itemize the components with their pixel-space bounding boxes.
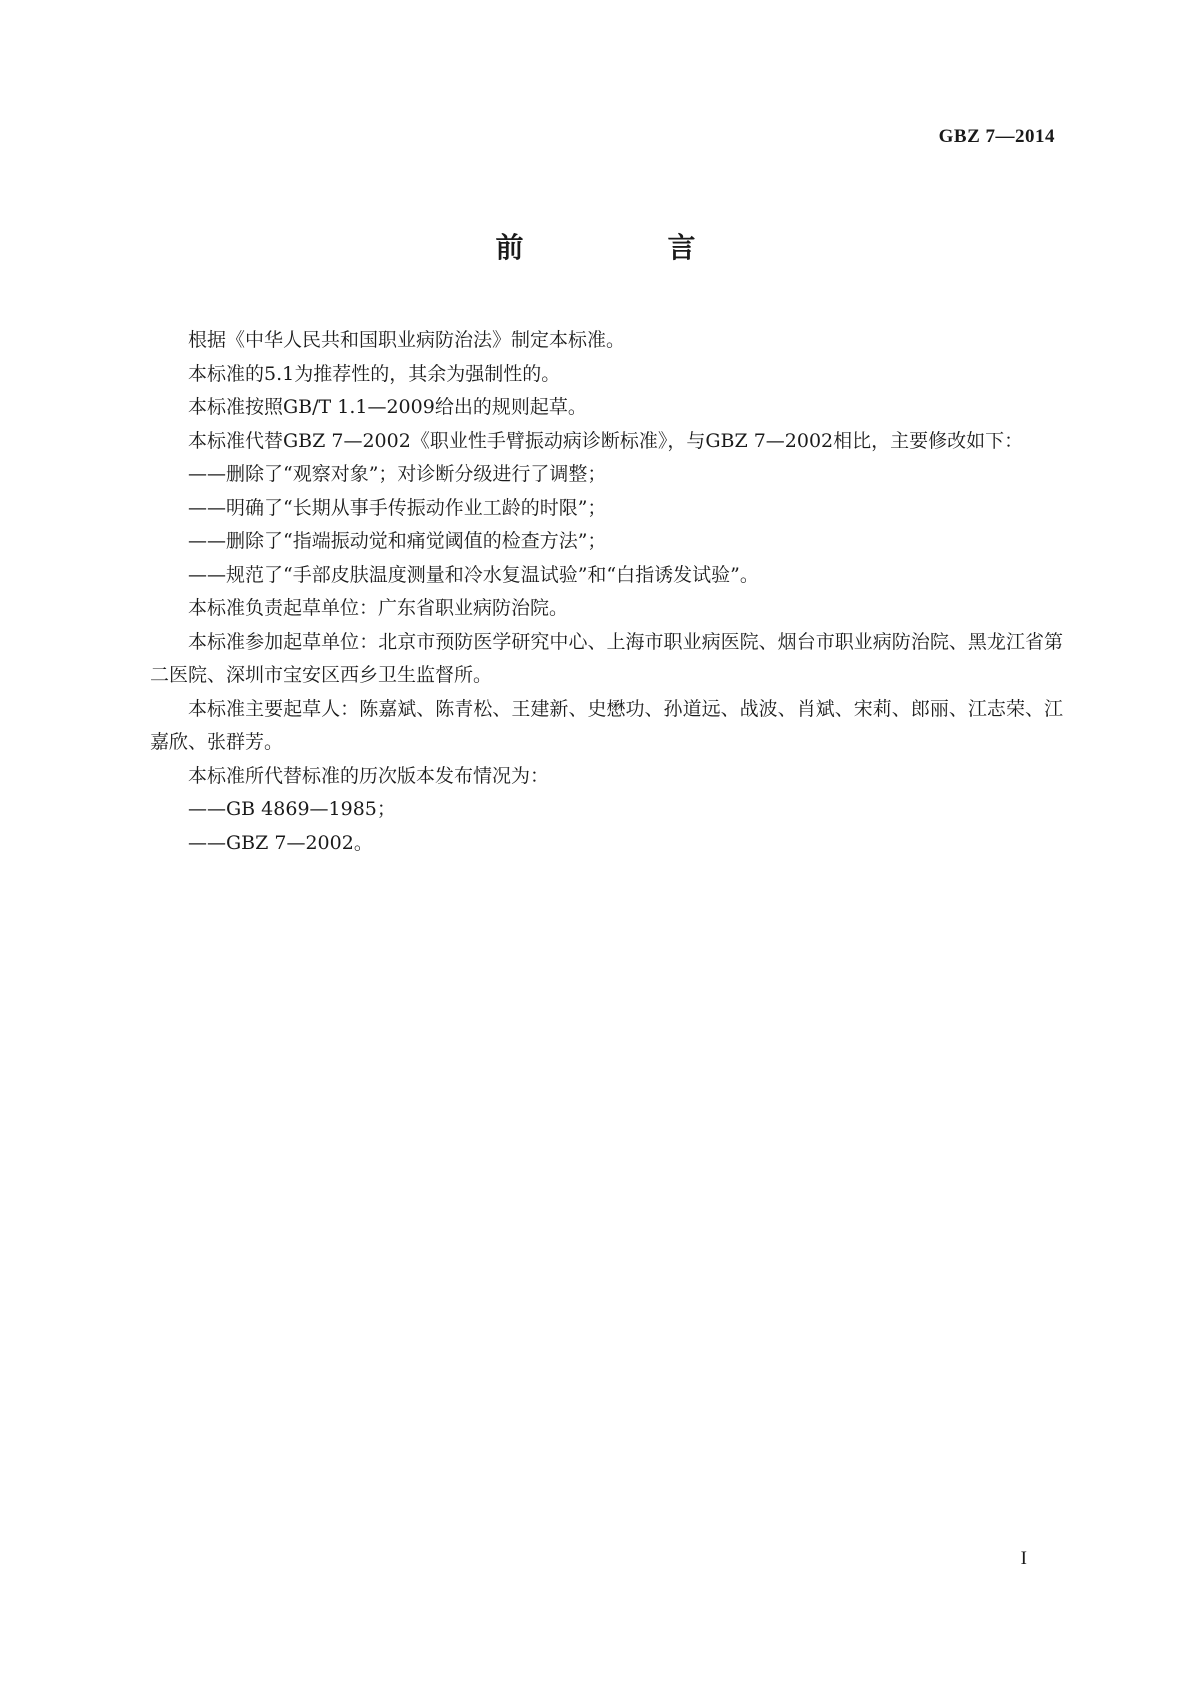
paragraph-participating-units: 本标准参加起草单位：北京市预防医学研究中心、上海市职业病医院、烟台市职业病防治院、黑龙江省第二医院、深圳市宝安区西乡卫生监督所。 [150, 630, 1063, 686]
paragraph-nature: 本标准的5.1为推荐性的，其余为强制性的。 [188, 362, 561, 385]
page-title: 前 言 [495, 231, 754, 264]
page-number: I [1020, 1548, 1027, 1569]
change-item: ——明确了“长期从事手传振动作业工龄的时限”； [188, 496, 607, 519]
paragraph-responsible-unit: 本标准负责起草单位：广东省职业病防治院。 [188, 597, 569, 619]
history-item: ——GB 4869—1985； [188, 798, 396, 820]
paragraph-main-drafters: 本标准主要起草人：陈嘉斌、陈青松、王建新、史懋功、孙道远、战波、肖斌、宋莉、郎丽、江志荣、江嘉欣、张群芳。 [150, 697, 1063, 753]
change-item: ——规范了“手部皮肤温度测量和冷水复温试验”和“白指诱发试验”。 [188, 563, 759, 586]
standard-code: GBZ 7—2014 [938, 126, 1055, 147]
changes-list [150, 458, 1063, 592]
paragraph-drafting-rules: 本标准按照GB/T 1.1—2009给出的规则起草。 [188, 396, 587, 418]
paragraph-replaces: 本标准代替GBZ 7—2002《职业性手臂振动病诊断标准》，与GBZ 7—2002相比，主要修改如下： [188, 429, 1024, 452]
foreword-body [150, 324, 1063, 860]
change-item: ——删除了“指端振动觉和痛觉阈值的检查方法”； [188, 530, 607, 552]
history-list [150, 793, 1063, 860]
history-item: ——GBZ 7—2002。 [188, 831, 373, 854]
change-item: ——删除了“观察对象”；对诊断分级进行了调整； [188, 463, 607, 485]
paragraph-history-intro: 本标准所代替标准的历次版本发布情况为： [188, 764, 550, 787]
paragraph-basis: 根据《中华人民共和国职业病防治法》制定本标准。 [188, 329, 626, 351]
